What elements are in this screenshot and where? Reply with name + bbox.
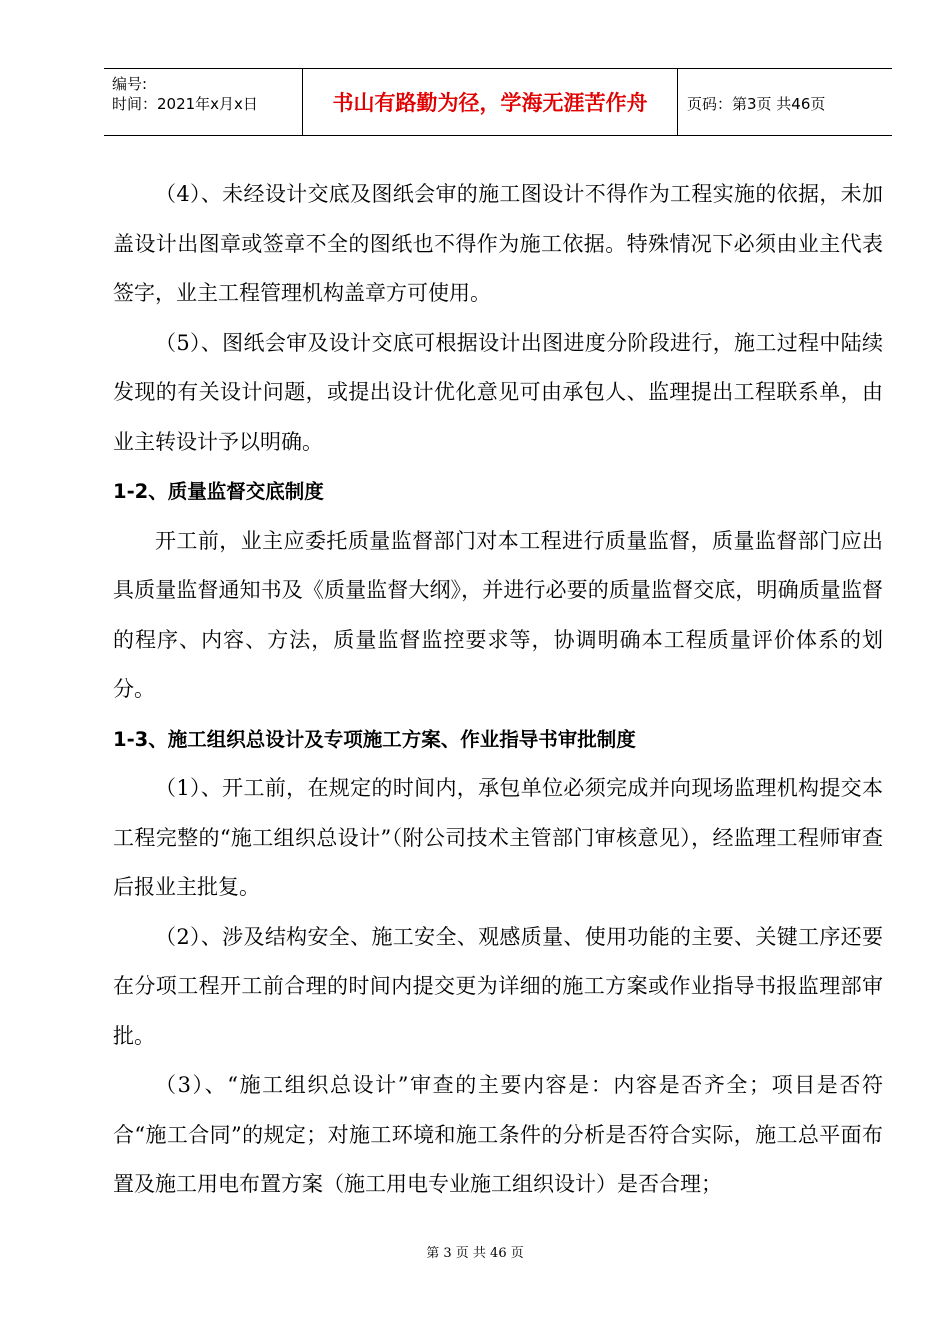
header-motto-cell [302,69,678,135]
page-footer: 第 3 页 共 46 页 [426,1246,524,1261]
header-right-cell [677,69,892,135]
paragraph-item-3: （3）、“施工组织总设计”审查的主要内容是：内容是否齐全；项目是否符合“施工合同”的规定；对施工环境和施工条件的分析是否符合实际，施工总平面布置及施工用电布置方案（施工用电专业施工组织设计）是否合理； [113,1073,883,1196]
document-body [113,170,883,1210]
paragraph-item-2: （2）、涉及结构安全、施工安全、观感质量、使用功能的主要、关键工序还要在分项工程开工前合理的时间内提交更为详细的施工方案或作业指导书报监理部审批。 [113,924,883,1048]
number-label: 编号: [112,75,148,93]
date-label: 时间：2021年x月x日 [112,95,258,113]
section-heading-1-2: 1-2、质量监督交底制度 [113,480,324,503]
paragraph-quality-supervision: 开工前，业主应委托质量监督部门对本工程进行质量监督，质量监督部门应出具质量监督通知书及《质量监督大纲》，并进行必要的质量监督交底，明确质量监督的程序、内容、方法，质量监督监控要求等，协调明确本工程质量评价体系的划分。 [113,528,883,701]
section-heading-1-3: 1-3、施工组织总设计及专项施工方案、作业指导书审批制度 [113,727,636,751]
header-left-cell [104,69,302,135]
page-header [104,68,892,136]
paragraph-5: （5）、图纸会审及设计交底可根据设计出图进度分阶段进行，施工过程中陆续发现的有关设计问题，或提出设计优化意见可由承包人、监理提出工程联系单，由业主转设计予以明确。 [113,330,883,454]
paragraph-item-1: （1）、开工前，在规定的时间内，承包单位必须完成并向现场监理机构提交本工程完整的“施工组织总设计”（附公司技术主管部门审核意见），经监理工程师审查后报业主批复。 [113,776,883,899]
page-info: 页码：第3页 共46页 [687,95,826,113]
motto-text: 书山有路勤为径，学海无涯苦作舟 [332,91,648,115]
paragraph-4: （4）、未经设计交底及图纸会审的施工图设计不得作为工程实施的依据，未加盖设计出图章或签章不全的图纸也不得作为施工依据。特殊情况下必须由业主代表签字，业主工程管理机构盖章方可使用。 [113,182,883,305]
